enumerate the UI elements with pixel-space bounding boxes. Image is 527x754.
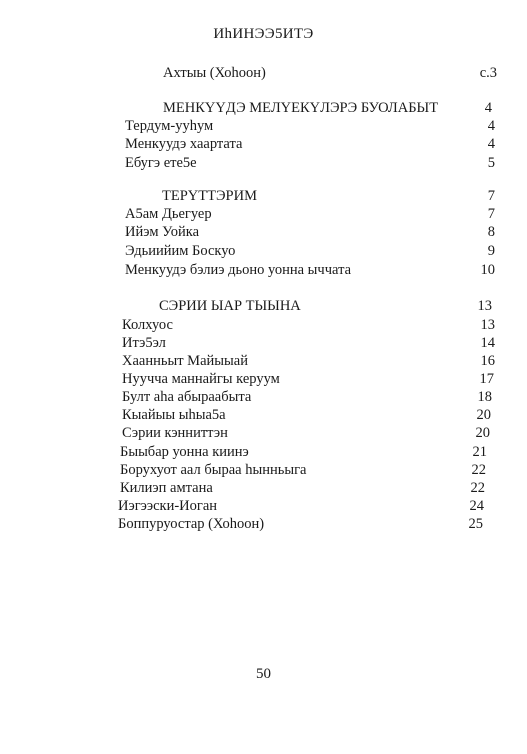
toc-entry-page: 5 [487,155,495,171]
toc-entry: Колхуос [122,317,173,333]
toc-entry: Быыбар уонна киинэ [120,444,249,460]
toc-entry-page: 24 [469,498,484,514]
toc-entry-page: 22 [471,462,486,478]
toc-entry-page: 18 [477,389,492,405]
toc-entry: Ийэм Уойка [125,224,200,240]
page-number: 50 [256,666,271,682]
toc-entry-page: 20 [475,425,490,441]
section-heading-1-page: 4 [484,100,492,116]
toc-entry: Борухуот аал быраа һынньыга [120,462,307,478]
toc-entry-page: 14 [480,335,495,351]
toc-entry: Менкуудэ бэлиэ дьоно уонна ыччата [125,262,352,278]
toc-entry: Кыайыы ыһыа5а [122,407,226,423]
toc-entry: Иэгээски-Иоган [118,498,218,514]
toc-entry: А5ам Дьегуер [125,206,212,222]
toc-entry-page: 10 [480,262,495,278]
toc-entry: Сэрии кэнниттэн [122,425,228,441]
toc-entry: Нуучча маннайгы керуум [122,371,280,387]
toc-entry: Хаанньыт Майыыай [122,353,248,369]
toc-entry-intro: Ахтыы (Хоһоон) [163,65,266,81]
toc-entry: Менкуудэ хаартата [125,136,243,152]
toc-entry-page: 4 [487,118,495,134]
section-heading-1: МЕНКҮҮДЭ МЕЛҮЕКҮЛЭРЭ БУОЛАБЫТ [163,100,439,116]
toc-entry: Итэ5эл [122,335,166,351]
toc-entry-page: 25 [468,516,483,532]
toc-entry-page: 9 [487,243,495,259]
toc-entry-page: 4 [487,136,495,152]
section-heading-2-page: 7 [487,188,495,204]
toc-entry-page: 17 [479,371,494,387]
toc-entry-page: 13 [480,317,495,333]
toc-entry: Ебугэ ете5е [125,155,197,171]
toc-entry-page: 7 [487,206,495,222]
section-heading-3-page: 13 [477,298,492,314]
toc-title: ИһИНЭЭ5ИТЭ [213,26,314,42]
toc-entry-page: 8 [487,224,495,240]
toc-entry: Булт аһа абыраабыта [122,389,252,405]
toc-entry-page: 20 [476,407,491,423]
toc-entry-page: 21 [472,444,487,460]
toc-entry: Боппуруостар (Хоһоон) [118,516,265,532]
toc-entry-page: 22 [470,480,485,496]
toc-entry-page: 16 [480,353,495,369]
toc-entry-intro-page: с.3 [479,65,497,81]
toc-entry: Килиэп амтана [120,480,213,496]
section-heading-2: ТЕРҮТТЭРИМ [162,188,257,204]
toc-entry: Эдьиийим Боскуо [125,243,236,259]
toc-entry: Тердум-ууһум [125,118,214,134]
section-heading-3: СЭРИИ ЫАР ТЫЫНА [159,298,301,314]
